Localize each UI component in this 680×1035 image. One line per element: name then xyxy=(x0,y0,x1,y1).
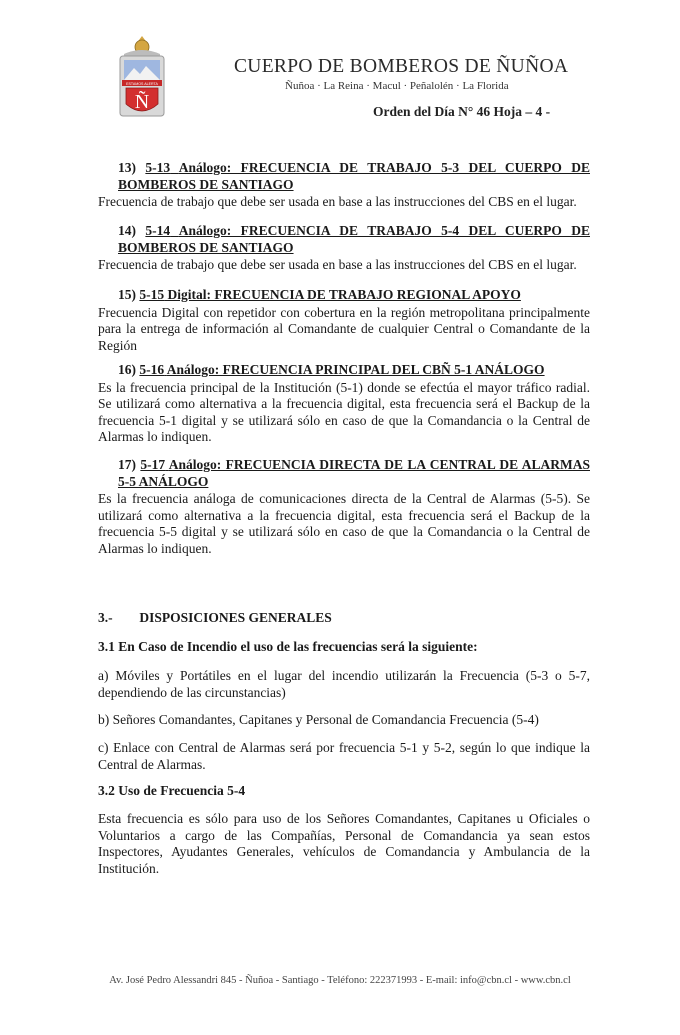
frequency-item-title: 16) 5-16 Análogo: FRECUENCIA PRINCIPAL DEL CBÑ 5-1 ANÁLOGO xyxy=(118,362,545,377)
paragraph-a: a) Móviles y Portátiles en el lugar del incendio utilizarán la Frecuencia (5-3 o 5-7, dependiendo de las circunstancias) xyxy=(98,668,590,700)
organization-communes: Ñuñoa · La Reina · Macul · Peñalolén · La Florida xyxy=(285,80,509,92)
subsection-title: Uso de Frecuencia 5-4 xyxy=(118,783,246,798)
frequency-item-17 xyxy=(98,457,590,557)
frequency-item-title: 13) 5-13 Análogo: FRECUENCIA DE TRABAJO 5-3 DEL CUERPO DE BOMBEROS DE SANTIAGO xyxy=(118,160,590,192)
subsection-3-1-heading: 3.1 En Caso de Incendio el uso de las frecuencias será la siguiente: xyxy=(98,639,478,654)
fire-department-crest-icon xyxy=(116,34,168,122)
paragraph-b: b) Señores Comandantes, Capitanes y Personal de Comandancia Frecuencia (5-4) xyxy=(98,712,539,727)
footer-address: Av. José Pedro Alessandri 845 - Ñuñoa - Santiago - Teléfono: 222371993 - E-mail: info@cbn.cl - www.cbn.cl xyxy=(109,975,571,986)
frequency-item-15 xyxy=(98,287,590,354)
paragraph-c: c) Enlace con Central de Alarmas será por frecuencia 5-1 y 5-2, según lo que indique la Central de Alarmas. xyxy=(98,740,590,772)
frequency-item-description: Es la frecuencia principal de la Institución (5-1) donde se efectúa el mayor tráfico radial. Se utilizará como alternativa a la frecuencia digital, esta frecuencia será el Backup de la frecuencia 5-1 digital y se utilizará sólo en caso de que la Comandancia o la Central de Alarmas lo indiquen. xyxy=(98,379,590,444)
svg-text:ESTAMOS ALERTA: ESTAMOS ALERTA xyxy=(126,81,158,86)
frequency-item-description: Es la frecuencia análoga de comunicaciones directa de la Central de Alarmas (5-5). Se utilizará como alternativa a la frecuencia digital, esta frecuencia será el Backup de la frecuencia 5-5 digital y se utilizará sólo en caso de que la Comandancia o la Central de Alarmas lo indiquen. xyxy=(98,491,590,556)
subsection-3-2-heading: 3.2 Uso de Frecuencia 5-4 xyxy=(98,783,246,798)
frequency-item-description: Frecuencia Digital con repetidor con cobertura en la región metropolitana principalmente para la entrega de información al Comandante de cualquier Central o Comandante de la Región xyxy=(98,304,590,353)
order-of-day-page: Orden del Día N° 46 Hoja – 4 - xyxy=(373,104,551,119)
organization-title: CUERPO DE BOMBEROS DE ÑUÑOA xyxy=(234,56,569,77)
frequency-item-title: 17) 5-17 Análogo: FRECUENCIA DIRECTA DE LA CENTRAL DE ALARMAS 5-5 ANÁLOGO xyxy=(118,457,590,489)
paragraph-frequency-5-4: Esta frecuencia es sólo para uso de los Señores Comandantes, Capitanes u Oficiales o Voluntarios a cargo de las Compañías, Personal de Comandancia ya sean estos Inspectores, Ayudantes Generales, vehículos de Comandancia y Ambulancia de la Institución. xyxy=(98,811,590,876)
frequency-item-title: 15) 5-15 Digital: FRECUENCIA DE TRABAJO REGIONAL APOYO xyxy=(118,287,521,302)
frequency-item-description: Frecuencia de trabajo que debe ser usada en base a las instrucciones del CBS en el lugar. xyxy=(98,257,577,272)
section-heading: 3.- DISPOSICIONES GENERALES xyxy=(98,610,332,625)
frequency-item-14 xyxy=(98,223,590,274)
subsection-title: En Caso de Incendio el uso de las frecuencias será la siguiente: xyxy=(118,639,478,654)
frequency-item-16 xyxy=(98,362,590,446)
frequency-item-description: Frecuencia de trabajo que debe ser usada en base a las instrucciones del CBS en el lugar. xyxy=(98,194,577,209)
frequency-item-13 xyxy=(98,160,590,211)
frequency-item-title: 14) 5-14 Análogo: FRECUENCIA DE TRABAJO 5-4 DEL CUERPO DE BOMBEROS DE SANTIAGO xyxy=(118,223,590,255)
svg-text:Ñ: Ñ xyxy=(134,91,150,113)
section-title: DISPOSICIONES GENERALES xyxy=(139,610,332,625)
